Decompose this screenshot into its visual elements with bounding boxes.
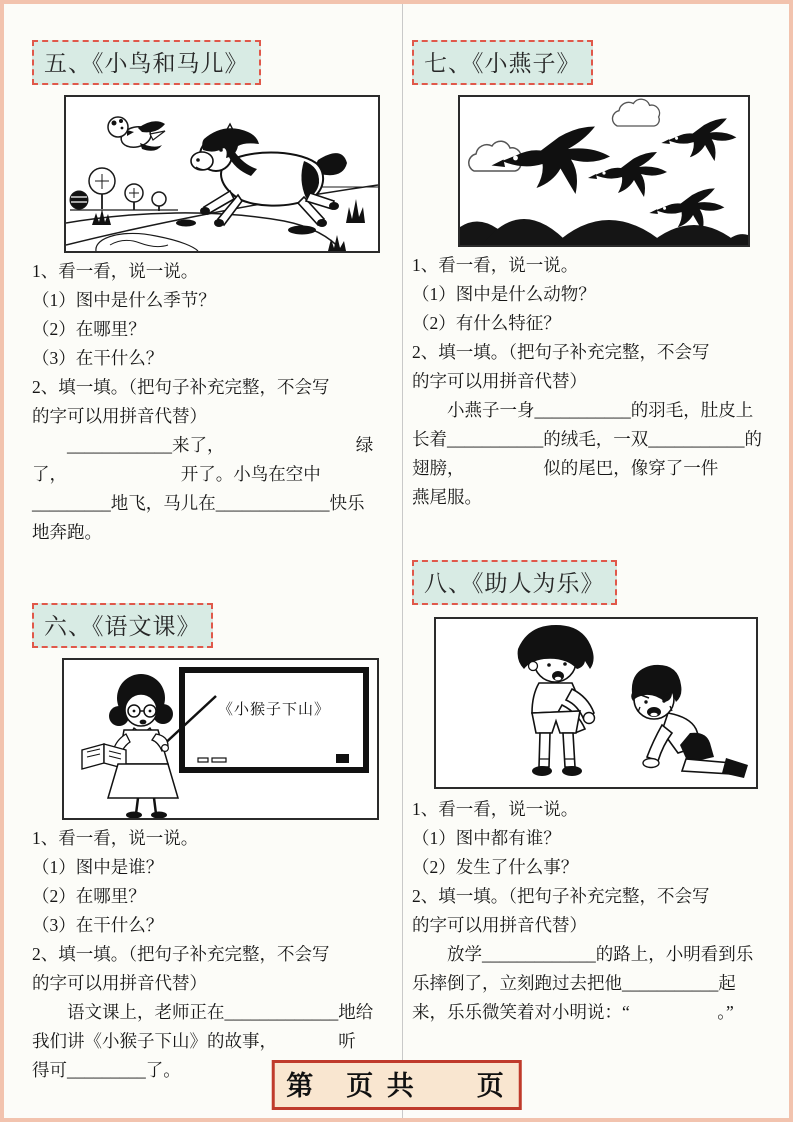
fill-blank-line: 小燕子一身___________的羽毛，肚皮上 xyxy=(412,400,754,420)
cloud-icon xyxy=(612,99,659,126)
section-bird-and-horse xyxy=(32,40,394,547)
swallow-icon xyxy=(492,127,611,195)
fill-blank-line: 长着___________的绒毛，一双___________的 xyxy=(412,429,762,449)
fill-blank-line: 放学_____________的路上，小明看到乐 xyxy=(412,944,754,964)
section-zhurenweile xyxy=(412,560,774,1027)
teacher-figure xyxy=(82,674,178,818)
bird-and-horse-drawing xyxy=(66,97,378,251)
columns xyxy=(4,4,789,1085)
fill-blank-line: ____________来了， 绿 xyxy=(32,435,374,455)
fill-blank-line: 我们讲《小猴子下山》的故事， 听 xyxy=(32,1031,356,1051)
section-xiaoyanzi xyxy=(412,40,774,512)
sub-question: （1）图中都有谁？ xyxy=(412,828,561,848)
path-spot xyxy=(176,220,196,227)
section-7-title: 七、《小燕子》 xyxy=(412,40,593,85)
section-6-title: 六、《语文课》 xyxy=(32,603,213,648)
question-line: 2、填一填。（把句子补充完整，不会写 xyxy=(32,944,330,964)
fill-blank-line: 翅膀， 似的尾巴，像穿了一件 xyxy=(412,458,719,478)
sub-question: （2）在哪里？ xyxy=(32,319,146,339)
swallows-drawing xyxy=(460,97,748,245)
question-line: 1、看一看，说一说。 xyxy=(32,261,199,281)
question-line: 的字可以用拼音代替） xyxy=(412,371,587,391)
fill-blank-line: 语文课上，老师正在_____________地给 xyxy=(32,1002,374,1022)
section-5-title: 五、《小鸟和马儿》 xyxy=(32,40,261,85)
fill-blank-line: 了， 开了。小鸟在空中 xyxy=(32,464,321,484)
question-line: 的字可以用拼音代替） xyxy=(32,406,207,426)
sub-question: （2）发生了什么事？ xyxy=(412,857,579,877)
question-line: 的字可以用拼音代替） xyxy=(32,973,207,993)
sub-question: （2）在哪里？ xyxy=(32,886,146,906)
fill-blank-line: 来，乐乐微笑着对小明说：“ 。” xyxy=(412,1002,734,1022)
question-line: 2、填一填。（把句子补充完整，不会写 xyxy=(32,377,330,397)
trees xyxy=(70,168,178,211)
section-yuwenke xyxy=(32,603,394,1085)
blackboard xyxy=(182,670,366,770)
grass-tuft xyxy=(92,209,111,225)
fill-blank-line: 乐摔倒了，立刻跑过去把他___________起 xyxy=(412,973,736,993)
question-line: 1、看一看，说一说。 xyxy=(412,255,579,275)
question-line: 的字可以用拼音代替） xyxy=(412,915,587,935)
horse-icon xyxy=(191,124,347,227)
fill-blank-line: _________地飞，马儿在_____________快乐 xyxy=(32,493,365,513)
sub-question: （3）在干什么？ xyxy=(32,348,164,368)
standing-boy xyxy=(518,625,595,776)
question-line: 1、看一看，说一说。 xyxy=(412,799,579,819)
swallow-icon xyxy=(661,118,736,161)
teacher-drawing xyxy=(64,660,377,818)
section-5-text xyxy=(32,257,394,547)
blackboard-text: 《小猴子下山》 xyxy=(217,702,331,718)
bird-icon xyxy=(108,117,165,151)
question-line: 2、填一填。（把句子补充完整，不会写 xyxy=(412,342,710,362)
section-7-text xyxy=(412,251,774,512)
sub-question: （1）图中是什么季节？ xyxy=(32,290,216,310)
book xyxy=(82,744,104,769)
eraser xyxy=(336,754,349,763)
section-8-text xyxy=(412,795,774,1027)
right-column xyxy=(412,40,774,1085)
sub-question: （2）有什么特征？ xyxy=(412,313,561,333)
section-6-text xyxy=(32,824,394,1085)
fill-blank-line: 得可_________了。 xyxy=(32,1060,181,1080)
question-line: 2、填一填。（把句子补充完整，不会写 xyxy=(412,886,710,906)
question-line: 1、看一看，说一说。 xyxy=(32,828,199,848)
swallow-icon xyxy=(649,188,724,231)
kids-drawing xyxy=(436,619,756,787)
sub-question: （1）图中是什么动物？ xyxy=(412,284,596,304)
hills xyxy=(460,219,748,245)
illustration-swallows xyxy=(458,95,750,247)
sub-question: （1）图中是谁？ xyxy=(32,857,164,877)
sub-question: （3）在干什么？ xyxy=(32,915,164,935)
fill-blank-line: 燕尾服。 xyxy=(412,487,482,507)
illustration-bird-and-horse xyxy=(64,95,380,253)
column-divider xyxy=(402,4,403,1118)
section-8-title: 八、《助人为乐》 xyxy=(412,560,617,605)
kneeling-boy xyxy=(631,665,748,778)
illustration-teacher-blackboard xyxy=(62,658,379,820)
illustration-helping-kids xyxy=(434,617,758,789)
fill-blank-line: 地奔跑。 xyxy=(32,522,102,542)
left-column xyxy=(32,40,394,1085)
page-footer: 第 页 共 页 xyxy=(271,1060,522,1110)
cloud-icon xyxy=(469,141,521,171)
